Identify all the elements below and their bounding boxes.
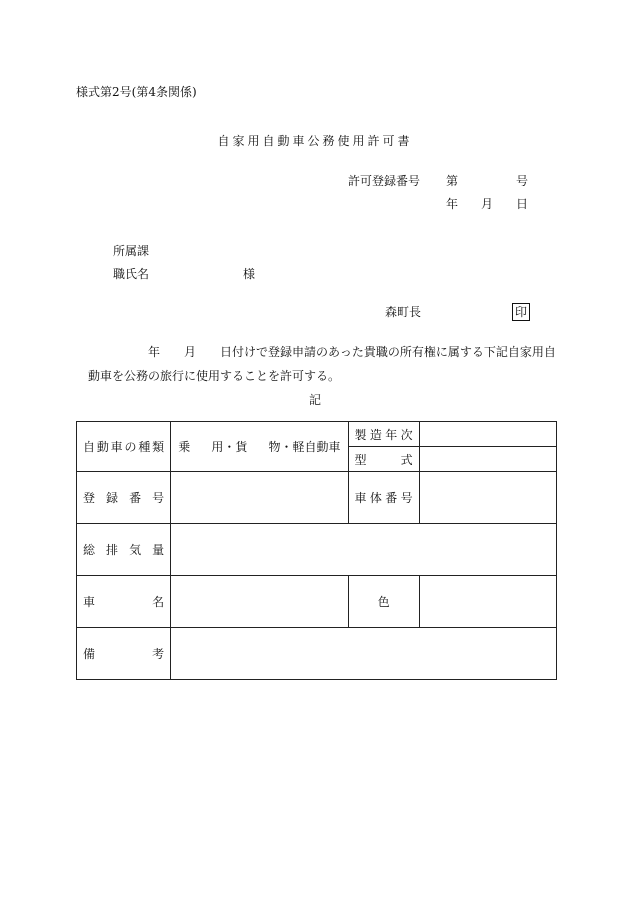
application-year-label: 年 bbox=[148, 345, 161, 359]
label-char: の bbox=[124, 440, 137, 454]
label-char: 登 bbox=[83, 491, 96, 505]
label-char: 名 bbox=[152, 595, 165, 609]
model-label-cell bbox=[348, 447, 419, 472]
label-char: 自 bbox=[83, 440, 96, 454]
form-number-label: 様式第2号(第4条関係) bbox=[76, 85, 197, 99]
issue-date-day-label: 日 bbox=[516, 197, 529, 211]
label-char: 排 bbox=[106, 543, 119, 557]
registration-number-label-cell bbox=[77, 472, 171, 524]
label-char: 号 bbox=[152, 491, 165, 505]
label-char: 年 bbox=[385, 427, 398, 442]
label-char: 備 bbox=[83, 647, 96, 661]
label-char: 録 bbox=[106, 491, 119, 505]
record-heading: 記 bbox=[308, 393, 321, 407]
manufacture-year-field[interactable] bbox=[419, 422, 556, 447]
vehicle-kind-part: 用・貨 bbox=[211, 440, 248, 454]
label-char: 総 bbox=[83, 543, 96, 557]
permit-number-prefix: 第 bbox=[446, 174, 459, 188]
permit-registration-label: 許可登録番号 bbox=[348, 174, 421, 188]
vehicle-kind-part: 乗 bbox=[178, 440, 191, 454]
body-number-label-cell bbox=[348, 472, 419, 524]
remarks-label-cell bbox=[77, 628, 171, 680]
displacement-field[interactable] bbox=[171, 524, 557, 576]
vehicle-kind-value-cell[interactable] bbox=[171, 422, 348, 472]
label-char: 考 bbox=[152, 647, 165, 661]
seal-mark: 印 bbox=[512, 303, 530, 321]
label-char: 種 bbox=[138, 440, 151, 454]
permit-number-suffix: 号 bbox=[516, 174, 529, 188]
issue-date-year-label: 年 bbox=[446, 197, 459, 211]
car-name-field[interactable] bbox=[171, 576, 348, 628]
label-char: 次 bbox=[400, 427, 413, 442]
permit-body-text-line1: 日付けで登録申請のあった貴職の所有権に属する下記自家用自 bbox=[220, 345, 556, 359]
vehicle-kind-part: 物・軽自動車 bbox=[268, 440, 341, 454]
label-char: 製 bbox=[354, 427, 367, 442]
label-char: 車 bbox=[83, 595, 96, 609]
official-name-label: 職氏名 bbox=[113, 267, 150, 281]
document-title: 自家用自動車公務使用許可書 bbox=[217, 134, 413, 148]
model-field[interactable] bbox=[419, 447, 556, 472]
color-label: 色 bbox=[377, 595, 390, 609]
displacement-label-cell bbox=[77, 524, 171, 576]
application-month-label: 月 bbox=[184, 345, 197, 359]
label-char: 型 bbox=[354, 452, 367, 467]
label-char: 番 bbox=[129, 491, 142, 505]
car-name-label-cell bbox=[77, 576, 171, 628]
issue-date-month-label: 月 bbox=[481, 197, 494, 211]
label-char: 類 bbox=[152, 440, 165, 454]
vehicle-kind-label-cell bbox=[77, 422, 171, 472]
permit-body-text-line2: 動車を公務の旅行に使用することを許可する。 bbox=[88, 369, 341, 383]
issuer-label: 森町長 bbox=[385, 305, 422, 319]
department-label: 所属課 bbox=[113, 244, 150, 258]
color-label-cell bbox=[348, 576, 419, 628]
registration-number-field[interactable] bbox=[171, 472, 348, 524]
label-char: 体 bbox=[369, 491, 382, 505]
vehicle-details-table bbox=[76, 421, 557, 680]
manufacture-year-label-cell bbox=[348, 422, 419, 447]
label-char: 式 bbox=[400, 452, 413, 467]
label-char: 車 bbox=[110, 440, 123, 454]
remarks-field[interactable] bbox=[171, 628, 557, 680]
label-char: 車 bbox=[354, 491, 367, 505]
honorific-label: 様 bbox=[243, 267, 256, 281]
label-char: 気 bbox=[129, 543, 142, 557]
label-char: 動 bbox=[96, 440, 109, 454]
label-char: 造 bbox=[369, 427, 382, 442]
label-char: 号 bbox=[400, 491, 413, 505]
label-char: 量 bbox=[152, 543, 165, 557]
body-number-field[interactable] bbox=[419, 472, 556, 524]
color-field[interactable] bbox=[419, 576, 556, 628]
label-char: 番 bbox=[385, 491, 398, 505]
